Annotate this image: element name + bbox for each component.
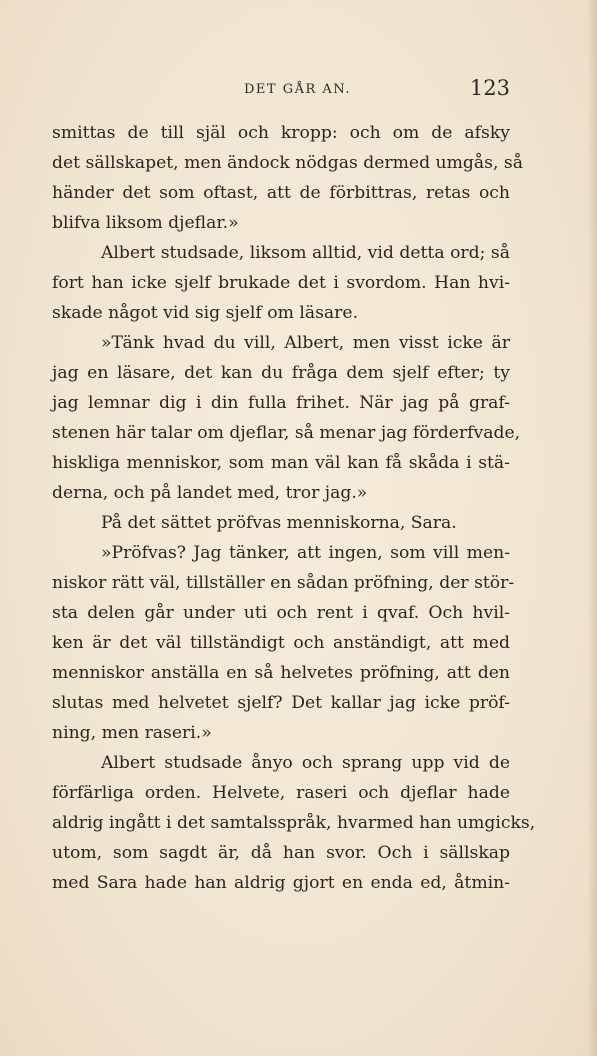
text-line: ning, men raseri.» [52, 723, 212, 743]
text-line: menniskor anställa en så helvetes pröfning, att den [52, 663, 510, 683]
text-line: det sällskapet, men ändock nödgas dermed umgås, så [52, 153, 523, 173]
text-line: slutas med helvetet sjelf? Det kallar jag icke pröf- [52, 693, 510, 713]
text-line: jag en läsare, det kan du fråga dem sjelf efter; ty [52, 363, 510, 383]
page-edge-shadow [587, 0, 597, 1056]
text-line: med Sara hade han aldrig gjort en enda ed, åtmin- [52, 873, 510, 893]
text-line: smittas de till själ och kropp: och om de afsky [52, 123, 510, 143]
text-line: blifva liksom djeflar.» [52, 213, 239, 233]
running-head: DET GÅR AN. [244, 82, 351, 97]
text-line: Albert studsade, liksom alltid, vid detta ord; så [101, 243, 510, 263]
text-line: händer det som oftast, att de förbittras, retas och [52, 183, 510, 203]
text-line: Albert studsade ånyo och sprang upp vid de [101, 753, 510, 773]
text-line: sta delen går under uti och rent i qvaf. Och hvil- [52, 603, 510, 623]
text-line: »Pröfvas? Jag tänker, att ingen, som vill men- [101, 543, 510, 563]
text-line: aldrig ingått i det samtalsspråk, hvarmed han umgicks, [52, 813, 536, 833]
text-line: »Tänk hvad du vill, Albert, men visst icke är [101, 333, 510, 353]
text-line: niskor rätt väl, tillställer en sådan pröfning, der stör- [52, 573, 515, 593]
text-line: stenen här talar om djeflar, så menar jag förderfvade, [52, 423, 521, 443]
page-number: 123 [469, 76, 510, 100]
text-line: derna, och på landet med, tror jag.» [52, 483, 368, 503]
text-line: jag lemnar dig i din fulla frihet. När jag på graf- [52, 393, 510, 413]
text-line: fort han icke sjelf brukade det i svordom. Han hvi- [52, 273, 510, 293]
text-line: På det sättet pröfvas menniskorna, Sara. [101, 513, 457, 533]
text-line: förfärliga orden. Helvete, raseri och djeflar hade [52, 783, 510, 803]
page-header [52, 76, 510, 104]
text-line: utom, som sagdt är, då han svor. Och i sällskap [52, 843, 510, 863]
body-text [52, 118, 536, 898]
text-line: skade något vid sig sjelf om läsare. [52, 303, 359, 323]
text-line: ken är det väl tillständigt och anständigt, att med [52, 633, 510, 653]
text-line: hiskliga menniskor, som man väl kan få skåda i stä- [52, 453, 510, 473]
